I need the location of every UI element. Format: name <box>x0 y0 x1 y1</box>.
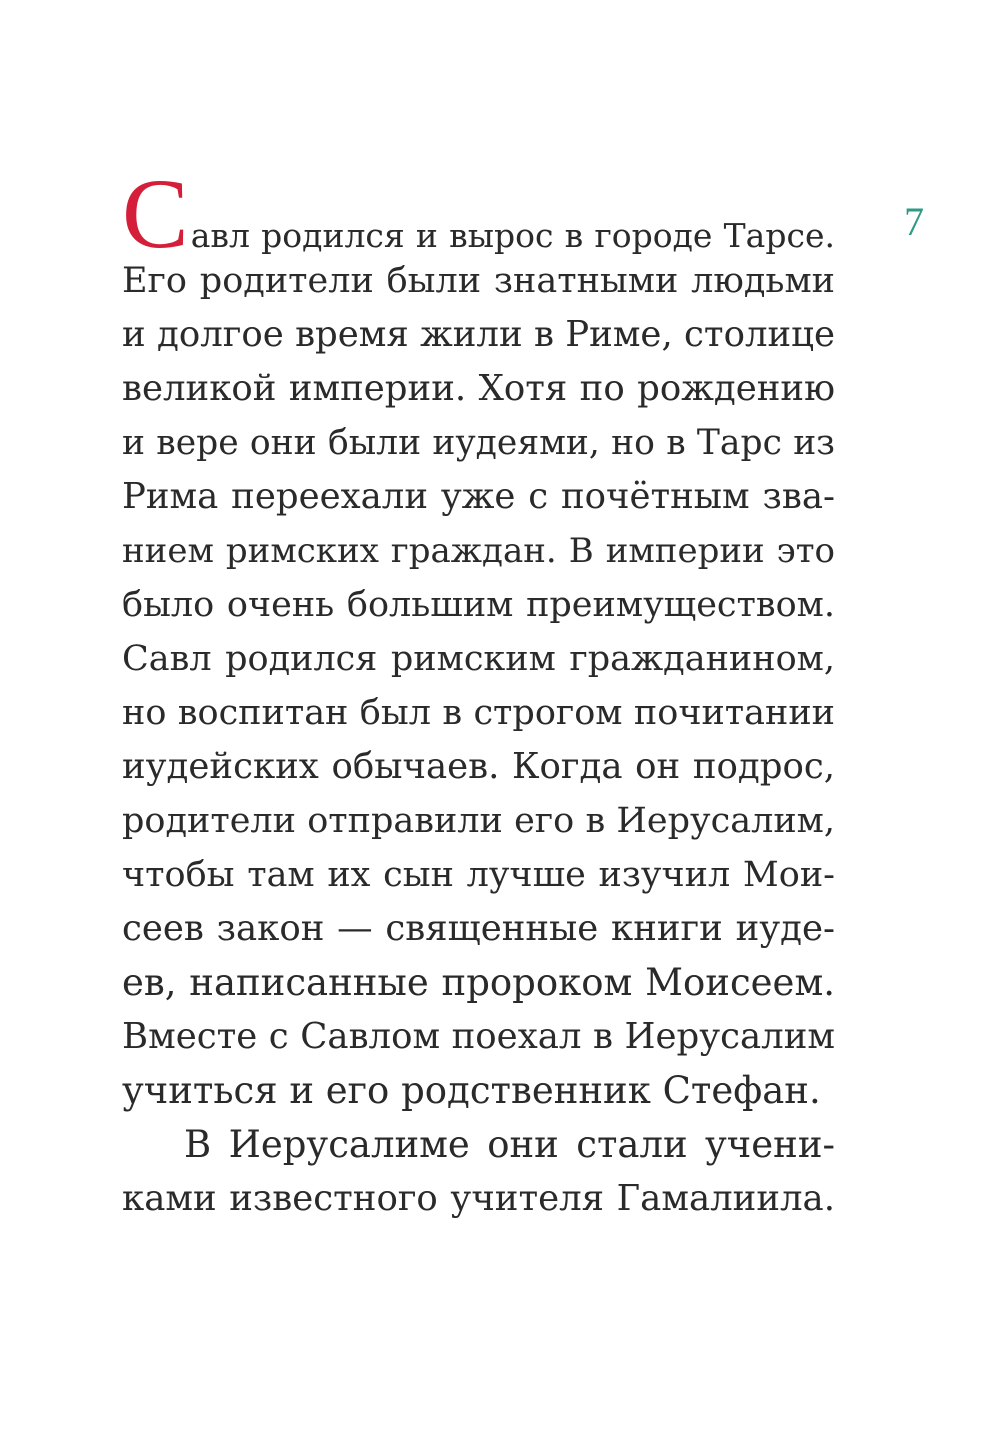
text-line: и вере они были иудеями, но в Тарс из <box>122 423 835 463</box>
text-line: Рима переехали уже с почётным зва- <box>122 476 835 517</box>
text-line: и долгое время жили в Риме, столице <box>122 314 835 355</box>
text-line: родители отправили его в Иерусалим, <box>122 801 835 841</box>
text-line: нием римских граждан. В империи это <box>122 531 835 571</box>
text-line: ев, написанные пророком Моисеем. <box>122 961 835 1004</box>
text-line-first-rest: авл родился и вырос в городе Тарсе. <box>190 216 835 255</box>
text-line: великой империи. Хотя по рождению <box>122 368 835 409</box>
text-line: сеев закон — священные книги иуде- <box>122 908 835 949</box>
text-line: учиться и его родственник Стефан. <box>122 1069 821 1112</box>
text-line: Савл родился римским гражданином, <box>122 639 835 679</box>
paragraph-1 <box>122 158 835 1118</box>
page-number: 7 <box>904 199 924 244</box>
text-line: Вместе с Савлом поехал в Иерусалим <box>122 1016 835 1057</box>
text-line: иудейских обычаев. Когда он подрос, <box>122 746 835 787</box>
text-line-first <box>122 158 835 269</box>
text-line: но воспитан был в строгом почитании <box>122 693 835 733</box>
text-line: Его родители были знатными людьми <box>122 261 835 301</box>
paragraph-2 <box>122 1118 835 1226</box>
text-line: В Иерусалиме они стали учени- <box>184 1123 835 1166</box>
text-line: ками известного учителя Гамалиила. <box>122 1178 835 1219</box>
body-text <box>122 158 835 1226</box>
text-line: чтобы там их сын лучше изучил Мои- <box>122 855 835 895</box>
drop-cap: С <box>122 158 189 269</box>
text-line: было очень большим преимуществом. <box>122 585 835 625</box>
